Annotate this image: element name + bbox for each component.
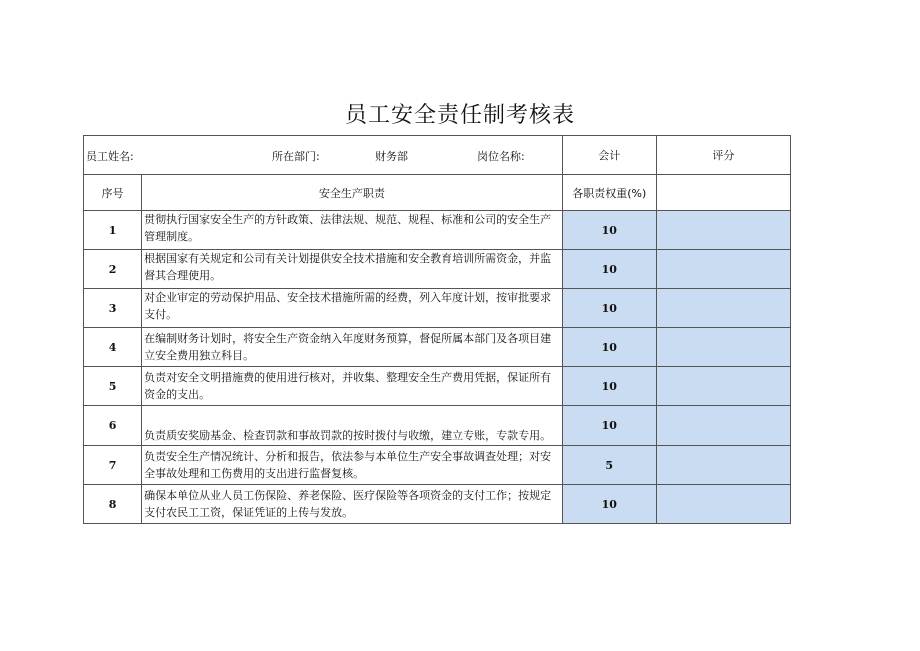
weight-cell: 10 — [562, 406, 656, 446]
position-value: 会计 — [562, 136, 656, 175]
weight-cell: 10 — [562, 211, 656, 250]
column-header-duty: 安全生产职责 — [142, 175, 563, 211]
duty-text: 贯彻执行国家安全生产的方针政策、法律法规、规范、规程、标准和公司的安全生产管理制度。 — [142, 211, 563, 250]
column-header-blank — [656, 175, 790, 211]
score-cell[interactable] — [656, 211, 790, 250]
duty-text: 确保本单位从业人员工伤保险、养老保险、医疗保险等各项资金的支付工作；按规定支付农民工工资，保证凭证的上传与发放。 — [142, 485, 563, 524]
table-row — [84, 328, 791, 367]
table-row — [84, 289, 791, 328]
duty-text: 负责对安全文明措施费的使用进行核对，并收集、整理安全生产费用凭据，保证所有资金的支出。 — [142, 367, 563, 406]
duty-text: 在编制财务计划时，将安全生产资金纳入年度财务预算，督促所属本部门及各项目建立安全费用独立科目。 — [142, 328, 563, 367]
weight-cell: 10 — [562, 289, 656, 328]
table-row — [84, 406, 791, 446]
duty-text: 负责安全生产情况统计、分析和报告，依法参与本单位生产安全事故调查处理；对安全事故处理和工伤费用的支出进行监督复核。 — [142, 446, 563, 485]
score-cell[interactable] — [656, 406, 790, 446]
row-number: 1 — [84, 211, 142, 250]
column-header-weight: 各职责权重(%) — [562, 175, 656, 211]
score-cell[interactable] — [656, 250, 790, 289]
duty-text: 负责质安奖励基金、检查罚款和事故罚款的按时拨付与收缴，建立专账，专款专用。 — [142, 406, 563, 446]
table-row — [84, 250, 791, 289]
row-number: 7 — [84, 446, 142, 485]
row-number: 5 — [84, 367, 142, 406]
score-cell[interactable] — [656, 446, 790, 485]
position-label: 岗位名称: — [477, 150, 525, 163]
score-cell[interactable] — [656, 289, 790, 328]
table-row — [84, 211, 791, 250]
employee-info-row — [84, 136, 791, 175]
table-row — [84, 367, 791, 406]
row-number: 8 — [84, 485, 142, 524]
duty-text: 对企业审定的劳动保护用品、安全技术措施所需的经费，列入年度计划，按审批要求支付。 — [142, 289, 563, 328]
page-title: 员工安全责任制考核表 — [344, 103, 575, 128]
table-row — [84, 446, 791, 485]
column-header-row — [84, 175, 791, 211]
weight-cell: 10 — [562, 250, 656, 289]
row-number: 6 — [84, 406, 142, 446]
department-label: 所在部门: — [272, 150, 320, 163]
department-value: 财务部 — [375, 150, 408, 163]
row-number: 3 — [84, 289, 142, 328]
employee-name-label: 员工姓名: — [86, 150, 134, 163]
score-cell[interactable] — [656, 367, 790, 406]
score-cell[interactable] — [656, 485, 790, 524]
weight-cell: 10 — [562, 367, 656, 406]
column-header-no: 序号 — [84, 175, 142, 211]
weight-cell: 10 — [562, 328, 656, 367]
weight-cell: 10 — [562, 485, 656, 524]
duty-text: 根据国家有关规定和公司有关计划提供安全技术措施和安全教育培训所需资金，并监督其合理使用。 — [142, 250, 563, 289]
weight-cell: 5 — [562, 446, 656, 485]
assessment-table — [83, 135, 791, 524]
row-number: 4 — [84, 328, 142, 367]
score-cell[interactable] — [656, 328, 790, 367]
table-row — [84, 485, 791, 524]
score-header: 评分 — [656, 136, 790, 175]
employee-info-cell — [84, 136, 563, 175]
row-number: 2 — [84, 250, 142, 289]
